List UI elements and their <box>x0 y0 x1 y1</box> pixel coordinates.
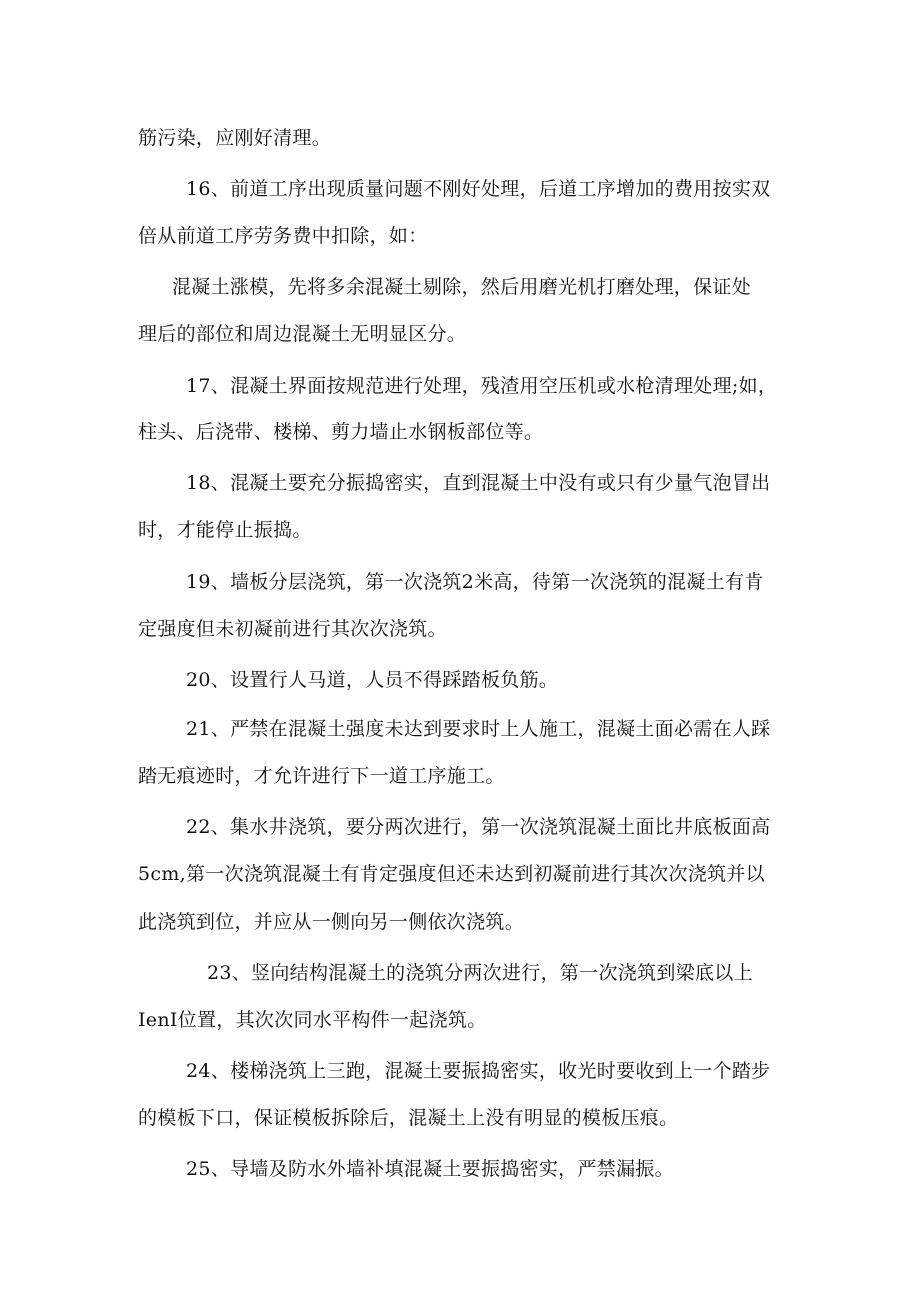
paragraph-line: 25、导墙及防水外墙补填混凝土要振捣密实，严禁漏振。 <box>186 1158 674 1180</box>
paragraph-line: 混凝土涨模，先将多余混凝土剔除，然后用磨光机打磨处理，保证处 <box>172 276 752 298</box>
paragraph-line: 24、楼梯浇筑上三跑，混凝土要振捣密实，收光时要收到上一个踏步 <box>186 1060 771 1082</box>
paragraph-line: 20、设置行人马道，人员不得踩踏板负筋。 <box>186 669 559 691</box>
paragraph-line: 23、竖向结构混凝土的浇筑分两次进行，第一次浇筑到梁底以上 <box>207 962 753 984</box>
paragraph-line: 柱头、后浇带、楼梯、剪力墙止水钢板部位等。 <box>138 421 544 443</box>
paragraph-line: 的模板下口，保证模板拆除后，混凝土上没有明显的模板压痕。 <box>138 1107 679 1129</box>
paragraph-line: 倍从前道工序劳务费中扣除，如： <box>138 225 428 247</box>
paragraph-line: 16、前道工序出现质量问题不刚好处理，后道工序增加的费用按实双 <box>186 178 771 200</box>
paragraph-line: 此浇筑到位，并应从一侧向另一侧依次浇筑。 <box>138 911 525 933</box>
paragraph-line: 时，才能停止振捣。 <box>138 519 312 541</box>
paragraph-line: 22、集水井浇筑，要分两次进行，第一次浇筑混凝土面比井底板面高 <box>186 816 771 838</box>
paragraph-line: 19、墙板分层浇筑，第一次浇筑2米高，待第一次浇筑的混凝土有肯 <box>186 571 764 593</box>
paragraph-line: 21、严禁在混凝土强度未达到要求时上人施工，混凝土面必需在人踩 <box>186 718 771 740</box>
paragraph-line: 筋污染，应刚好清理。 <box>138 127 332 149</box>
paragraph-line: 18、混凝土要充分振捣密实，直到混凝土中没有或只有少量气泡冒出 <box>186 472 771 494</box>
paragraph-line: 踏无痕迹时，才允许进行下一道工序施工。 <box>138 765 505 787</box>
paragraph-line: 理后的部位和周边混凝土无明显区分。 <box>138 323 467 345</box>
paragraph-line: 定强度但未初凝前进行其次次浇筑。 <box>138 618 447 640</box>
paragraph-line: IenI位置，其次次同水平构件一起浇筑。 <box>138 1009 487 1031</box>
paragraph-line: 17、混凝土界面按规范进行处理，残渣用空压机或水枪清理处理;如， <box>186 375 778 397</box>
paragraph-line: 5cm,第一次浇筑混凝土有肯定强度但还未达到初凝前进行其次次浇筑并以 <box>138 863 765 885</box>
